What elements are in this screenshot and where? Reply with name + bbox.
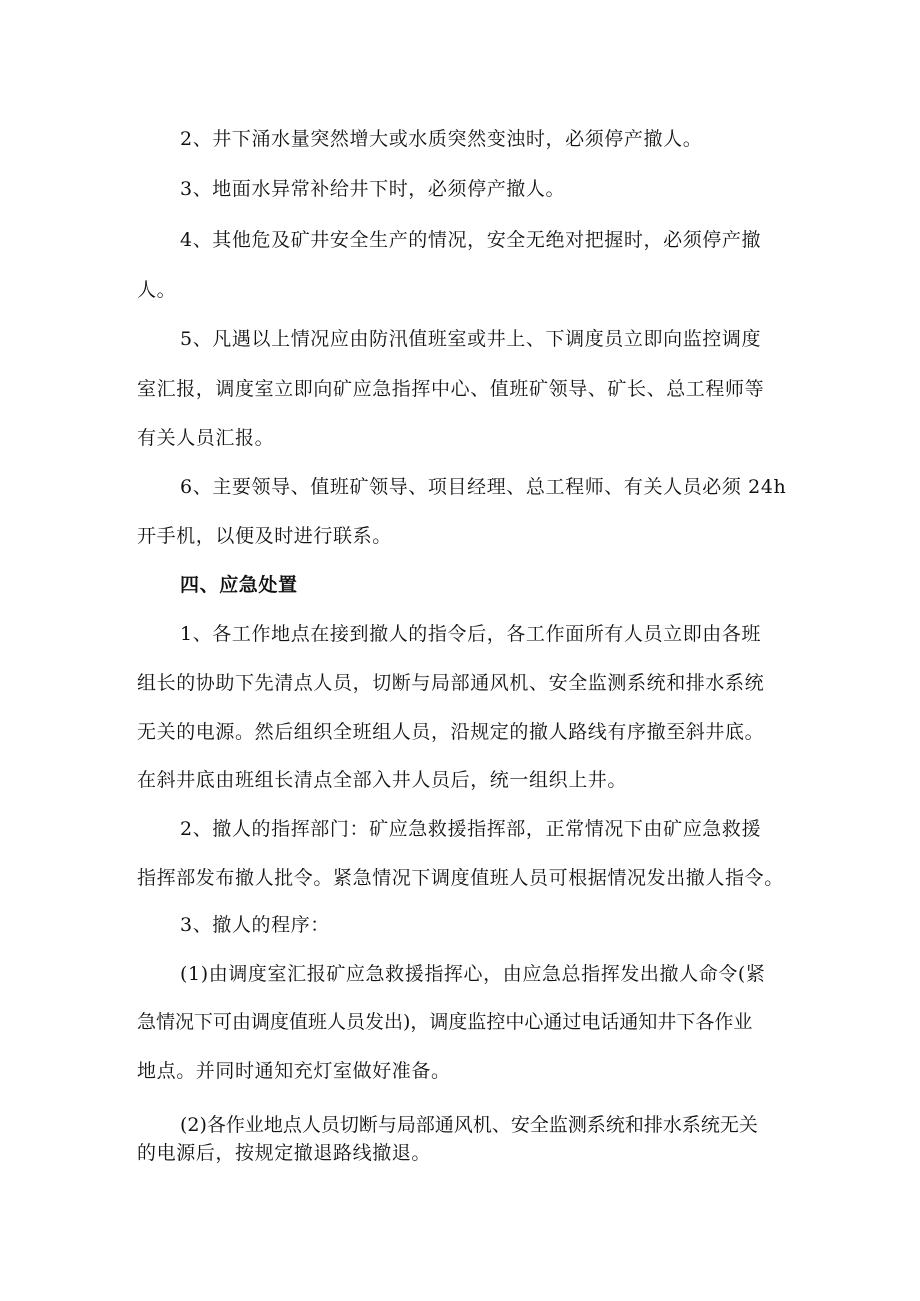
paragraph-disposal-2-line-2: 指挥部发布撤人批令。紧急情况下调度值班人员可根据情况发出撤人指令。 <box>137 867 784 889</box>
paragraph-item-6-line-1: 6、主要领导、值班矿领导、项目经理、总工程师、有关人员必须 24h <box>180 476 787 498</box>
paragraph-procedure-2-line-1: (2)各作业地点人员切断与局部通风机、安全监测系统和排水系统无关 <box>180 1114 758 1136</box>
paragraph-procedure-1-line-3: 地点。并同时通知充灯室做好准备。 <box>137 1060 451 1082</box>
paragraph-item-4-line-2: 人。 <box>137 279 177 301</box>
paragraph-disposal-1-line-3: 无关的电源。然后组织全班组人员，沿规定的撤人路线有序撤至斜井底。 <box>137 721 765 743</box>
paragraph-item-2-line-1: 2、井下涌水量突然增大或水质突然变浊时，必须停产撤人。 <box>180 128 703 150</box>
paragraph-item-5-line-2: 室汇报，调度室立即向矿应急指挥中心、值班矿领导、矿长、总工程师等 <box>137 378 765 400</box>
paragraph-item-5-line-1: 5、凡遇以上情况应由防汛值班室或井上、下调度员立即向监控调度 <box>180 328 762 350</box>
paragraph-procedure-2-line-2: 的电源后，按规定撤退路线撤退。 <box>137 1142 432 1164</box>
paragraph-disposal-1-line-1: 1、各工作地点在接到撤人的指令后，各工作面所有人员立即由各班 <box>180 623 762 645</box>
paragraph-item-5-line-3: 有关人员汇报。 <box>137 427 275 449</box>
paragraph-disposal-3-line-1: 3、撤人的程序： <box>180 914 330 936</box>
paragraph-disposal-1-line-2: 组长的协助下先清点人员，切断与局部通风机、安全监测系统和排水系统 <box>137 672 765 694</box>
paragraph-disposal-2-line-1: 2、撤人的指挥部门：矿应急救援指挥部，正常情况下由矿应急救援 <box>180 818 762 840</box>
paragraph-disposal-1-line-4: 在斜井底由班组长清点全部入井人员后，统一组织上井。 <box>137 769 628 791</box>
paragraph-procedure-1-line-1: (1)由调度室汇报矿应急救援指挥心，由应急总指挥发出撤人命令(紧 <box>180 963 766 985</box>
paragraph-item-4-line-1: 4、其他危及矿井安全生产的情况，安全无绝对把握时，必须停产撤 <box>180 229 762 251</box>
section-heading: 四、应急处置 <box>180 574 298 596</box>
paragraph-item-6-line-2: 开手机，以便及时进行联系。 <box>137 525 392 547</box>
paragraph-procedure-1-line-2: 急情况下可由调度值班人员发出)，调度监控中心通过电话通知井下各作业 <box>137 1011 753 1033</box>
paragraph-item-3-line-1: 3、地面水异常补给井下时，必须停产撤人。 <box>180 178 566 200</box>
